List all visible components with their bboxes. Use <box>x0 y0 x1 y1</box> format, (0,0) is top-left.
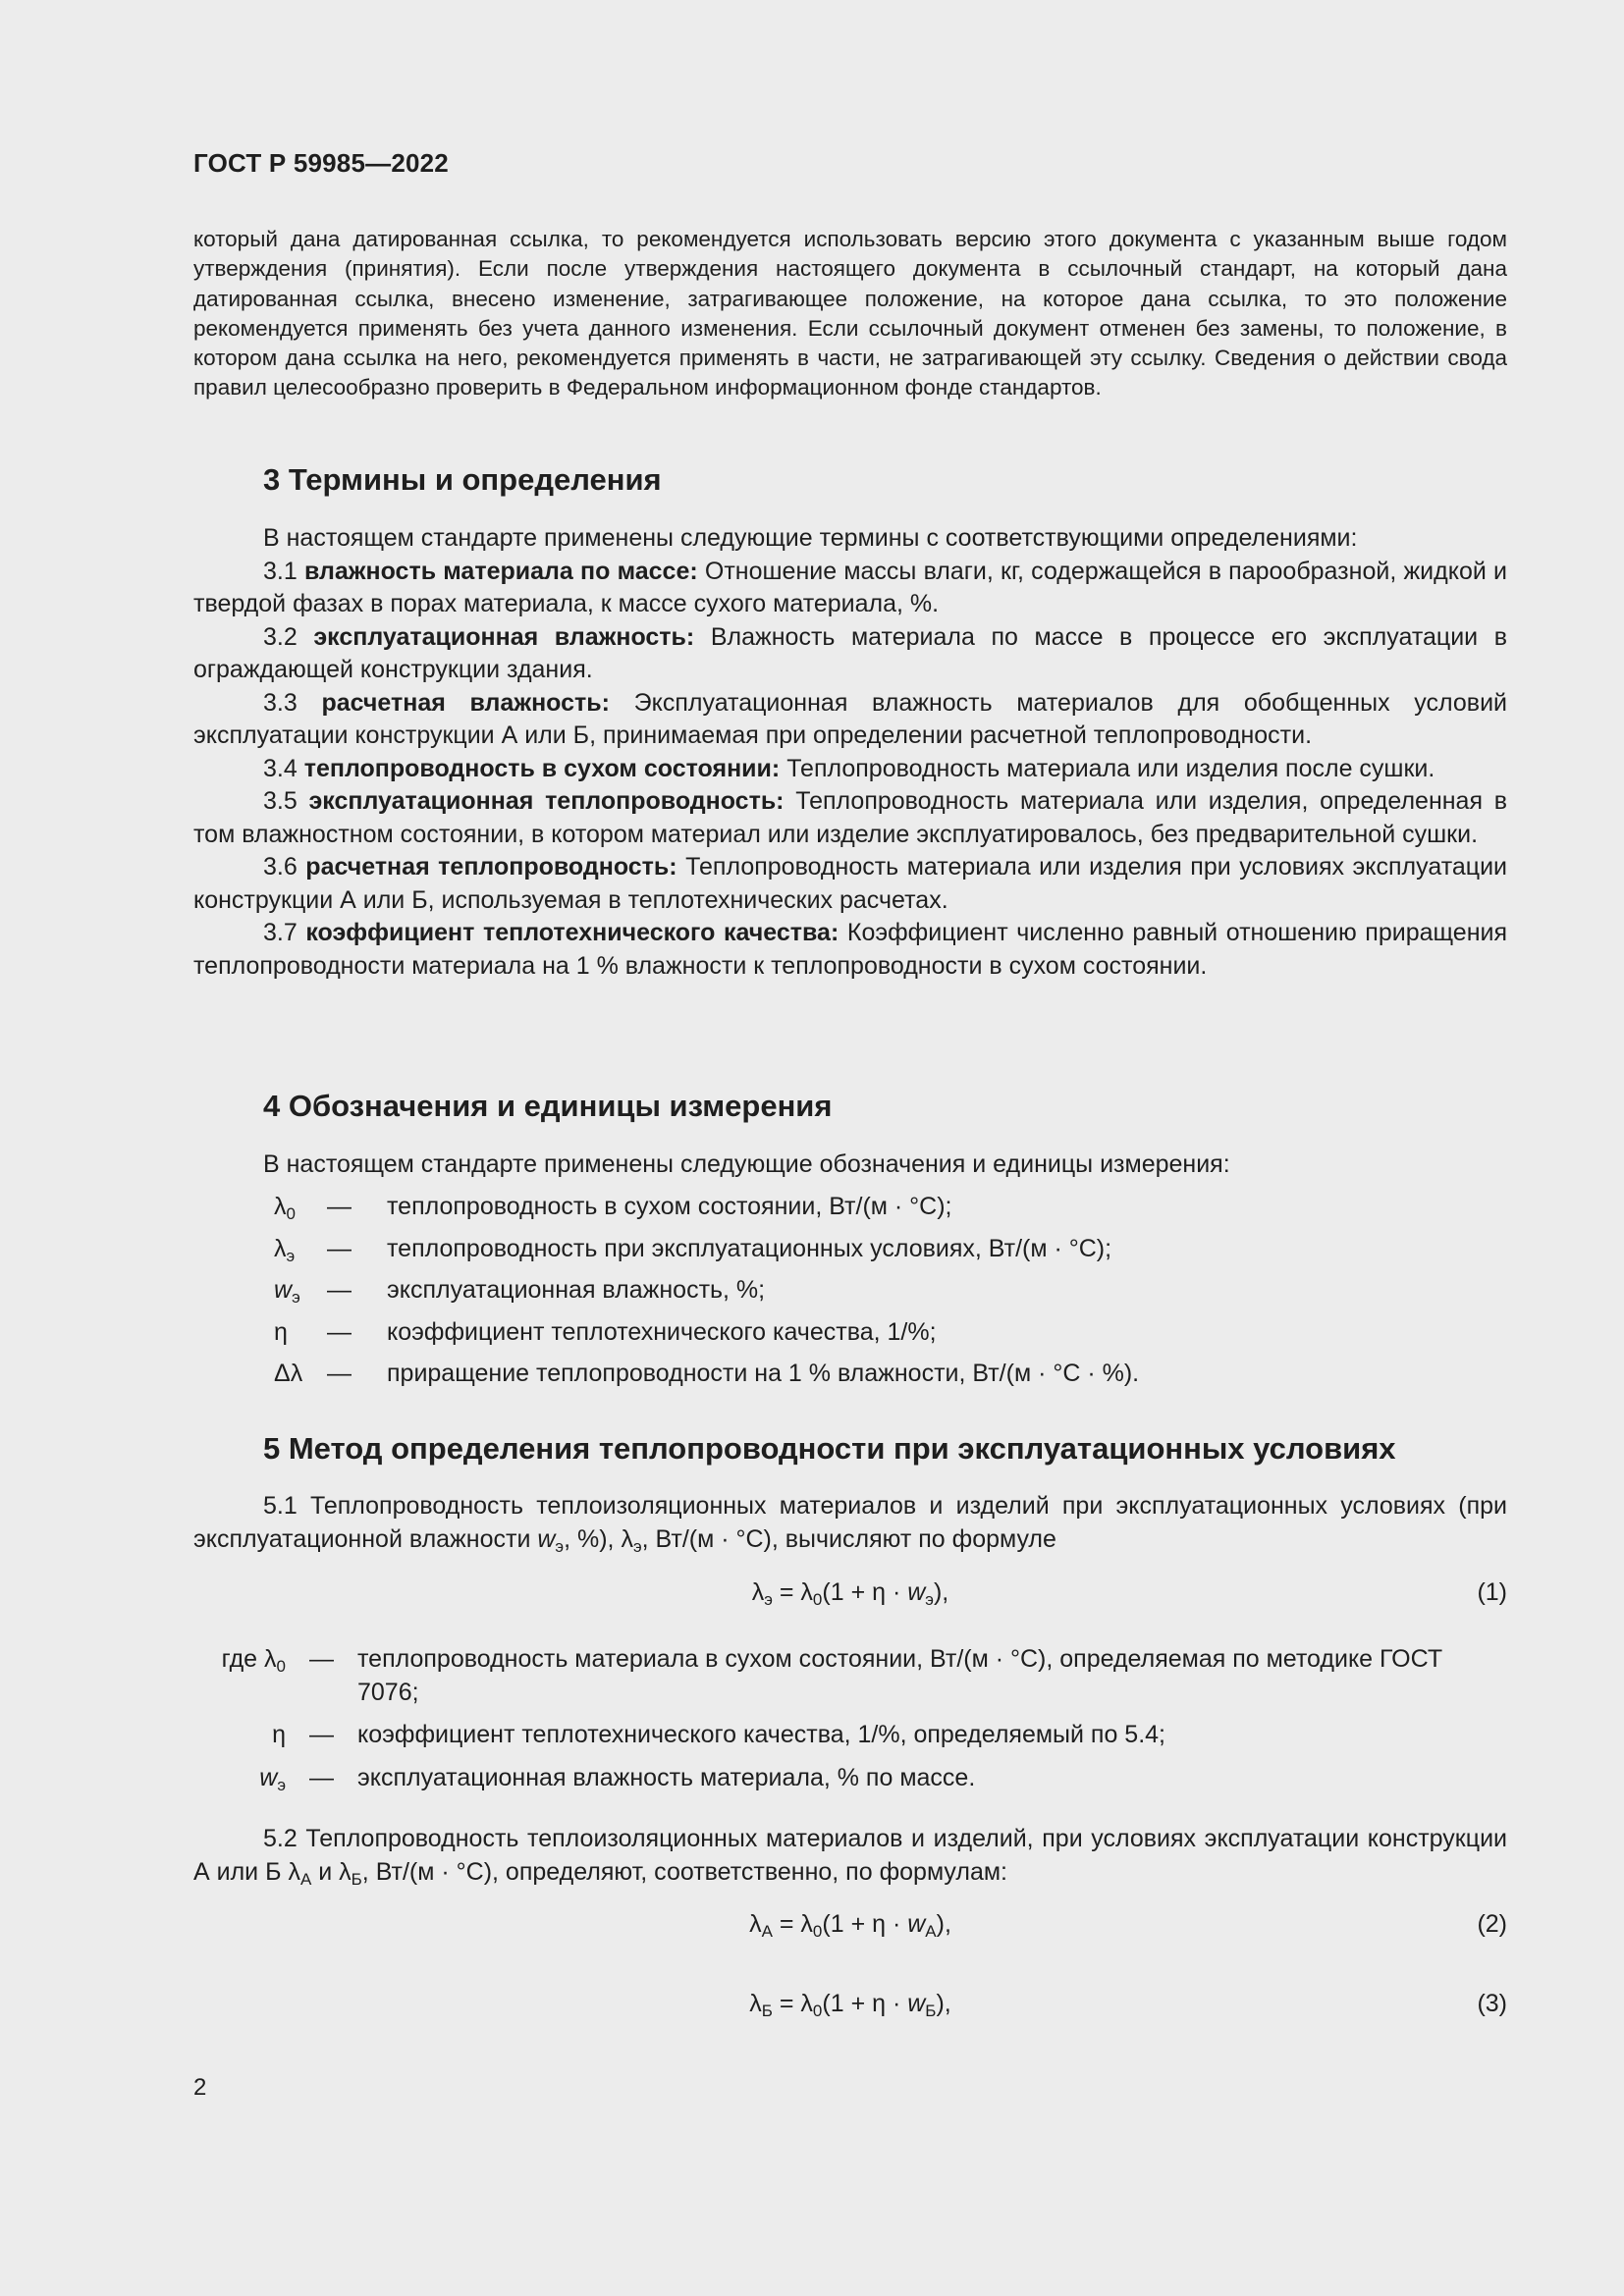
formula-2: $\lambda_А = \lambda_0(1 + \eta \cdot w_А)$, (2) <box>749 1910 1507 1941</box>
symbol-row: $\lambda_0$ — теплопроводность в сухом состоянии, Вт/(м · °С); <box>263 1186 1520 1228</box>
formula-3: $\lambda_Б = \lambda_0(1 + \eta \cdot w_Б)$, (3) <box>749 1990 1507 2020</box>
formula-1: $\lambda_э = \lambda_0(1 + \eta \cdot w_э)$, (1) <box>751 1578 1507 1609</box>
legend-row: где $\lambda_0$ — теплопроводность материала в сухом состоянии, Вт/(м · °С), определяемая по методике ГОСТ 7076; <box>221 1645 1443 1706</box>
formula-1-legend <box>193 1643 1507 1804</box>
document-code: ГОСТ Р 59985—2022 <box>193 148 449 178</box>
paragraph-5-1: 5.1 Теплопроводность теплоизоляционных материалов и изделий при эксплуатационных условиях (при эксплуатационной влажности $w_э$, %), $\lambda_э$, Вт/(м · °С), вычисляют по формуле <box>193 1492 1507 1556</box>
symbol-row: η — коэффициент теплотехнического качества, 1/%; <box>263 1311 1520 1354</box>
symbol-row: $\lambda_э$ — теплопроводность при эксплуатационных условиях, Вт/(м · °С); <box>263 1228 1520 1270</box>
paragraph-5-2: 5.2 Теплопроводность теплоизоляционных материалов и изделий, при условиях эксплуатации конструкции А или Б $\lambda_А$ и $\lambda_Б$, Вт/(м · °С), определяют, соответственно, по формулам: <box>193 1825 1507 1889</box>
intro-paragraph: который дана датированная ссылка, то рекомендуется использовать версию этого документа с указанным выше годом утверждения (принятия). Если после утверждения настоящего документа в ссылочный стандарт, на который дана датированная ссылка, внесено изменение, затрагивающее положение, на которое дана ссылка, то это положение рекомендуется применять без учета данного изменения. Если ссылочный документ отменен без замены, то положение, в котором дана ссылка на него, рекомендуется применять в части, не затрагивающей эту ссылку. Сведения о действии свода правил целесообразно проверить в Федеральном информационном фонде стандартов. <box>193 227 1507 400</box>
section-3-body <box>193 522 1507 983</box>
symbols-list <box>263 1186 1520 1395</box>
symbol: $\lambda_0$ <box>274 1193 296 1223</box>
symbol-row: $w_э$ — эксплуатационная влажность, %; <box>263 1269 1520 1311</box>
legend-row: $w_э$ — эксплуатационная влажность материала, % по массе. <box>259 1763 976 1794</box>
legend-row: η — коэффициент теплотехнического качества, 1/%, определяемый по 5.4; <box>272 1721 1165 1748</box>
term-3-4: 3.4 теплопроводность в сухом состоянии: Теплопроводность материала или изделия после сушки. <box>263 754 1435 782</box>
formula-number: (1) <box>1477 1578 1507 1606</box>
section-4-lead-block <box>193 1148 1507 1182</box>
symbol: $\lambda_э$ <box>274 1234 296 1265</box>
term-3-6: 3.6 расчетная теплопроводность: Теплопроводность материала или изделия при условиях эксплуатации конструкции А или Б, используемая в теплотехнических расчетах. <box>193 853 1508 914</box>
term-3-7: 3.7 коэффициент теплотехнического качества: Коэффициент численно равный отношению приращения теплопроводности материала на 1 % влажности к теплопроводности в сухом состоянии. <box>193 919 1508 980</box>
page-number: 2 <box>193 2074 207 2101</box>
symbol: η <box>274 1317 288 1346</box>
term-3-3: 3.3 расчетная влажность: Эксплуатационная влажность материалов для обобщенных условий эксплуатации конструкции А или Б, принимаемая при определении расчетной теплопроводности. <box>193 688 1507 749</box>
term-3-5: 3.5 эксплуатационная теплопроводность: Теплопроводность материала или изделия, определенная в том влажностном состоянии, в котором материал или изделие эксплуатировалось, без предварительной сушки. <box>193 787 1507 848</box>
section-3-heading: 3 Термины и определения <box>263 462 662 497</box>
symbol: $w_э$ <box>274 1276 300 1307</box>
term-3-2: 3.2 эксплуатационная влажность: Влажность материала по массе в процессе его эксплуатации в ограждающей конструкции здания. <box>193 622 1508 683</box>
section-5-heading: 5 Метод определения теплопроводности при эксплуатационных условиях <box>263 1431 1396 1466</box>
term-3-1: 3.1 влажность материала по массе: Отношение массы влаги, кг, содержащейся в парообразной, жидкой и твердой фазах в порах материала, к массе сухого материала, %. <box>193 557 1507 617</box>
section-4-heading: 4 Обозначения и единицы измерения <box>263 1089 833 1123</box>
section-4-lead: В настоящем стандарте применены следующие обозначения и единицы измерения: <box>263 1150 1230 1178</box>
formula-number: (3) <box>1477 1990 1507 2017</box>
symbol-row: Δλ — приращение теплопроводности на 1 % влажности, Вт/(м · °С · %). <box>263 1353 1520 1395</box>
formula-number: (2) <box>1477 1910 1507 1938</box>
section-3-lead: В настоящем стандарте применены следующие термины с соответствующими определениями: <box>263 524 1358 552</box>
symbol: Δλ <box>274 1360 303 1387</box>
